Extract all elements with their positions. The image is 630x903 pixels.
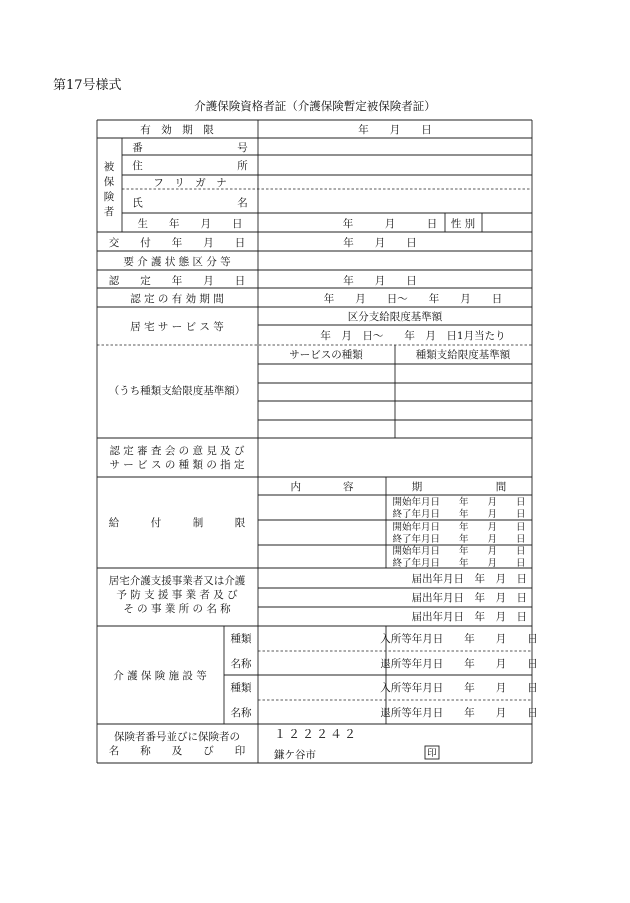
certification-period-label: 認 定 の 有 効 期 間 [130, 293, 224, 305]
birth-date-label: 生 年 月 日 [137, 218, 243, 230]
report-date-3: 届出年月日 年 月 日 [411, 611, 527, 623]
benefit-end-1: 終了年月日 年 月 日 [392, 509, 526, 520]
insured-number-label: 番 号 [132, 142, 248, 154]
support-provider-line1: 居宅介護支援事業者又は介護 [108, 575, 246, 587]
facility-name-2: 名称 [230, 707, 252, 719]
insured-label-4: 者 [103, 206, 115, 218]
birth-date-value: 年 月 日 [342, 218, 438, 230]
seal-mark: 印 [427, 748, 437, 759]
insured-label-1: 被 [103, 161, 115, 173]
facility-kind-1: 種類 [230, 633, 252, 645]
insured-label-2: 保 [103, 176, 115, 188]
insurer-number: １２２２４２ [274, 727, 359, 741]
benefit-start-2: 開始年月日 年 月 日 [392, 522, 526, 533]
benefit-content-column: 内 容 [290, 481, 354, 493]
benefit-end-2: 終了年月日 年 月 日 [392, 534, 526, 545]
type-limit-label: （うち種類支給限度基準額） [108, 385, 246, 397]
facility-name-1: 名称 [230, 658, 252, 670]
insured-furigana-label: フ リ ガ ナ [153, 177, 227, 189]
certification-period-value: 年 月 日〜 年 月 日 [323, 293, 503, 305]
report-date-1: 届出年月日 年 月 日 [411, 573, 527, 585]
validity-value: 年 月 日 [358, 124, 432, 136]
opinion-label-line1: 認 定 審 査 会 の 意 見 及 び [109, 445, 245, 457]
benefit-restriction-label: 給 付 制 限 [108, 517, 246, 529]
benefit-start-3: 開始年月日 年 月 日 [392, 546, 526, 557]
insurer-city: 鎌ケ谷市 [274, 749, 316, 761]
insured-address-label: 住 所 [132, 160, 248, 172]
admission-date-1: 入所等年月日 年 月 日 [380, 633, 538, 645]
validity-label: 有 効 期 限 [140, 124, 214, 136]
opinion-label-line2: サ ー ビ ス の 種 類 の 指 定 [109, 459, 245, 471]
limit-amount-header: 区分支給限度基準額 [347, 311, 443, 323]
insurer-label-line2: 名 称 及 び 印 [108, 745, 246, 757]
discharge-date-1: 退所等年月日 年 月 日 [380, 658, 538, 670]
insurer-label-line1: 保険者番号並びに保険者の [114, 731, 240, 743]
certification-date-value: 年 月 日 [343, 275, 417, 287]
discharge-date-2: 退所等年月日 年 月 日 [380, 707, 538, 719]
issue-date-label: 交 付 年 月 日 [108, 237, 246, 249]
certification-date-label: 認 定 年 月 日 [108, 275, 246, 287]
facility-kind-2: 種類 [230, 682, 252, 694]
care-level-label: 要 介 護 状 態 区 分 等 [123, 256, 231, 268]
support-provider-line3: そ の 事 業 所 の 名 称 [123, 603, 231, 615]
sex-label: 性 別 [450, 218, 476, 230]
benefit-end-3: 終了年月日 年 月 日 [392, 558, 526, 569]
form-number: 第17号様式 [53, 78, 122, 93]
support-provider-line2: 予 防 支 援 事 業 者 及 び [116, 589, 238, 601]
admission-date-2: 入所等年月日 年 月 日 [380, 682, 538, 694]
benefit-period-column: 期 間 [411, 481, 507, 493]
facility-label: 介 護 保 険 施 設 等 [113, 670, 207, 682]
service-type-column: サービスの種類 [289, 349, 363, 361]
insured-name-label: 氏 名 [132, 197, 248, 209]
document-title: 介護保険資格者証（介護保険暫定被保険者証） [194, 99, 436, 113]
limit-amount-period: 年 月 日〜 年 月 日1月当たり [320, 330, 506, 342]
type-limit-column: 種類支給限度基準額 [415, 349, 511, 361]
home-service-label: 居 宅 サ ー ビ ス 等 [130, 321, 224, 333]
report-date-2: 届出年月日 年 月 日 [411, 592, 527, 604]
issue-date-value: 年 月 日 [343, 237, 417, 249]
benefit-start-1: 開始年月日 年 月 日 [392, 497, 526, 508]
insured-label-3: 険 [103, 191, 115, 203]
